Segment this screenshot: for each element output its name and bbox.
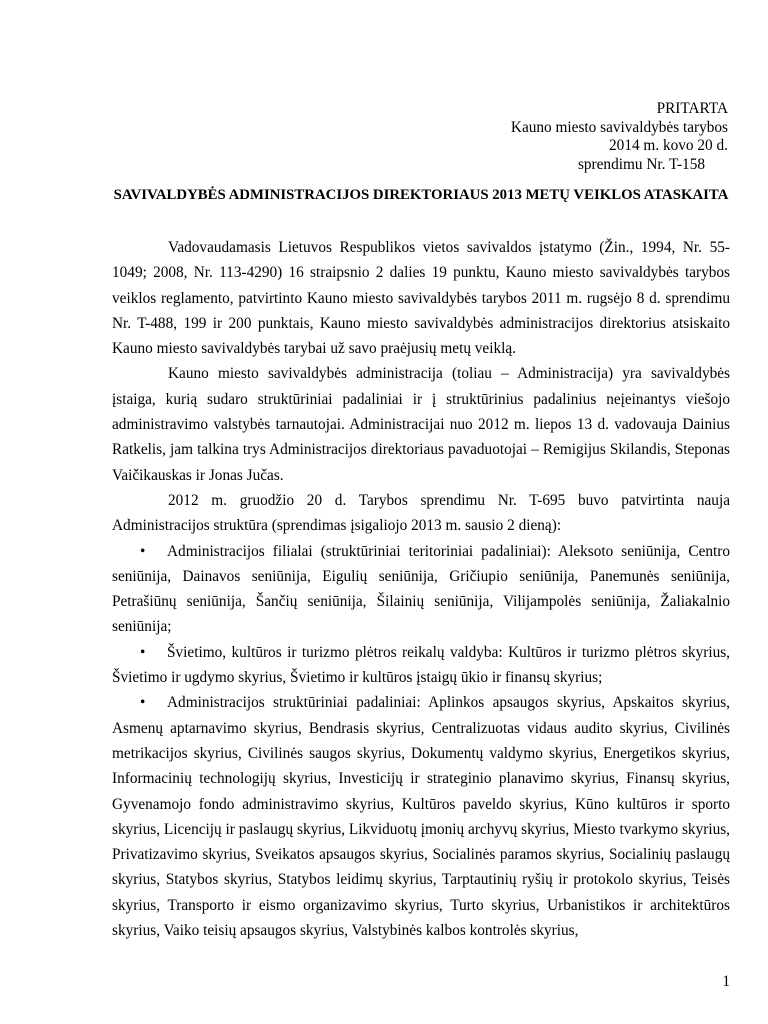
bullet-text-3: Administracijos struktūriniai padaliniai: Aplinkos apsaugos skyrius, Apskaitos skyrius, Asmenų aptarnavimo skyrius, Bendrasis skyrius, Centralizuotas vidaus audito skyrius, Civilinės metrikacijos skyrius, Civilinės saugos skyrius, Dokumentų valdymo skyrius, Energetikos skyrius, Informacinių technologijų skyrius, Investicijų ir strateginio planavimo skyrius, Finansų skyrius, Gyvenamojo fondo administravimo skyrius, Kultūros paveldo skyrius, Kūno kultūros ir sporto skyrius, Licencijų ir paslaugų skyrius, Likviduotų įmonių archyvų skyrius, Miesto tvarkymo skyrius, Privatizavimo skyrius, Sveikatos apsaugos skyrius, Socialinės paramos skyrius, Socialinių paslaugų skyrius, Statybos skyrius, Statybos leidimų skyrius, Tarptautinių ryšių ir protokolo skyrius, Teisės skyrius, Transporto ir eismo organizavimo skyrius, Turto skyrius, Urbanistikos ir architektūros skyrius, Vaiko teisių apsaugos skyrius, Valstybinės kalbos kontrolės skyrius,	[112, 694, 730, 940]
approval-line-4: sprendimu Nr. T-158	[577, 155, 705, 173]
document-body	[112, 235, 730, 943]
bullet-icon: •	[140, 542, 146, 560]
page-number: 1	[722, 973, 730, 990]
paragraph-1: Vadovaudamasis Lietuvos Respublikos vietos savivaldos įstatymo (Žin., 1994, Nr. 55-1049; 2008, Nr. 113-4290) 16 straipsnio 2 dalies 19 punktu, Kauno miesto savivaldybės tarybos veiklos reglamento, patvirtinto Kauno miesto savivaldybės tarybos 2011 m. rugsėjo 8 d. sprendimu Nr. T-488, 199 ir 200 punktais, Kauno miesto savivaldybės administracijos direktorius atsiskaito Kauno miesto savivaldybės tarybai už savo praėjusių metų veiklą.	[112, 239, 730, 358]
approval-line-2: Kauno miesto savivaldybės tarybos	[510, 118, 728, 136]
paragraph-3: 2012 m. gruodžio 20 d. Tarybos sprendimu Nr. T-695 buvo patvirtinta nauja Administracijos struktūra (sprendimas įsigaliojo 2013 m. sausio 2 dieną):	[112, 491, 730, 535]
approval-line-3: 2014 m. kovo 20 d.	[609, 137, 728, 155]
approval-block	[428, 100, 728, 174]
bullet-item-3	[112, 690, 730, 943]
bullet-text-1: Administracijos filialai (struktūriniai teritoriniai padaliniai): Aleksoto seniūnija, Centro seniūnija, Dainavos seniūnija, Eigulių seniūnija, Gričiupio seniūnija, Panemunės seniūnija, Petrašiūnų seniūnija, Šančių seniūnija, Šilainių seniūnija, Vilijampolės seniūnija, Žaliakalnio seniūnija;	[112, 542, 730, 636]
approval-line-1: PRITARTA	[656, 100, 728, 117]
document-title: SAVIVALDYBĖS ADMINISTRACIJOS DIREKTORIAUS 2013 METŲ VEIKLOS ATASKAITA	[113, 187, 729, 203]
bullet-item-1	[112, 539, 730, 640]
bullet-icon: •	[140, 694, 146, 712]
paragraph-2: Kauno miesto savivaldybės administracija (toliau – Administracija) yra savivaldybės įstaiga, kurią sudaro struktūriniai padaliniai ir į struktūrinius padalinius neįeinantys viešojo administravimo valstybės tarnautojai. Administracijai nuo 2012 m. liepos 13 d. vadovauja Dainius Ratkelis, jam talkina trys Administracijos direktoriaus pavaduotojai – Remigijus Skilandis, Steponas Vaičikauskas ir Jonas Jučas.	[112, 365, 730, 484]
bullet-item-2	[112, 640, 730, 691]
bullet-text-2: Švietimo, kultūros ir turizmo plėtros reikalų valdyba: Kultūros ir turizmo plėtros skyrius, Švietimo ir ugdymo skyrius, Švietimo ir kultūros įstaigų ūkio ir finansų skyrius;	[112, 643, 730, 687]
bullet-icon: •	[140, 643, 146, 661]
